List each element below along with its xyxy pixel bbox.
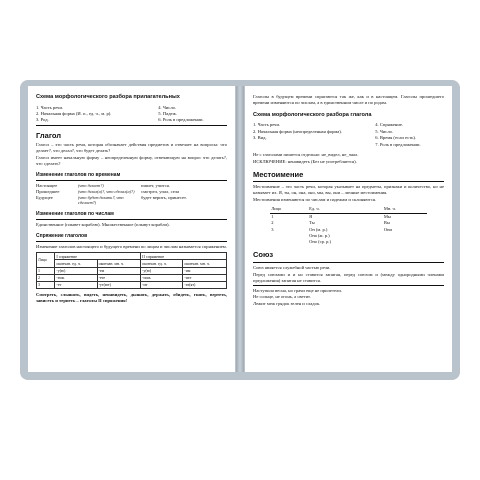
table-row: 2 -ешь -ете -ишь -ите	[37, 274, 227, 281]
conjugation-table	[36, 252, 227, 289]
scheme-item: 1. Часть речи.	[253, 122, 281, 128]
scheme-item: 5. Падеж.	[158, 111, 177, 117]
scheme-item: 1. Часть речи.	[36, 104, 64, 110]
scheme-item: 3. Вид.	[253, 135, 267, 141]
table-row: 1 Я Мы	[271, 213, 391, 219]
pronoun-table	[270, 206, 427, 245]
verb-definition: Глагол – это часть речи, которая обозначает действия предметов и отвечает на вопросы: что делает?, что делал?, что будет делать?	[36, 142, 227, 154]
table-subheader: окончан. мн. ч.	[183, 260, 227, 267]
ne-rule: Не с глаголами пишется отдельно: не_видел, не_знал.	[253, 151, 359, 157]
divider	[36, 219, 227, 220]
scheme-item: 2. Начальная форма (И. п., ед. ч., м. р).	[36, 111, 112, 117]
union-definition: Союз является служебной частью речи.	[253, 264, 331, 270]
pronoun-declension: Местоимения изменяются по числам и падежам и склоняются.	[253, 197, 377, 202]
scheme-item: 6. Время (если есть).	[375, 135, 417, 141]
future-tense-note: Глаголы в будущем времени спрягаются так же, как и в настоящем. Глаголы прошедшего времени изменяются по числам, а в единственном числе и по родам.	[253, 94, 444, 105]
tense-row: Прошедшее (что делал(а)?, что сделал(а)?) смотрел, упал, села	[36, 189, 180, 195]
table-header: Ед. ч.	[308, 206, 383, 213]
numbers-heading: Изменение глаголов по числам	[36, 210, 114, 217]
adjective-scheme	[36, 104, 227, 124]
table-header: I спряжение	[55, 253, 141, 260]
pronoun-definition: Местоимение – это часть речи, которая указывает на предметы, признаки и количество, но не называет их. Я, ты, он, она, оно, мы, вы, они – личные местоимения.	[253, 184, 444, 196]
ne-exception: ИСКЛЮЧЕНИЕ: ненавидеть (Без не употребляется).	[253, 158, 357, 164]
notebook-spine	[236, 86, 244, 372]
verb-scheme	[253, 122, 444, 148]
scheme-item: 5. Число.	[375, 128, 394, 134]
table-subheader: окончан. ед. ч.	[55, 260, 97, 267]
table-header: II спряжение	[141, 253, 227, 260]
table-row: Она (ж. р.)	[309, 232, 330, 238]
exceptions-note: Смотреть, слышать, видеть, ненавидеть, дышать, держать, обидеть, гнать, вертеть, зависеть и терпеть – глаголы II спряжения!	[36, 291, 227, 303]
divider	[253, 181, 444, 182]
tenses-heading: Изменение глаголов по временам	[36, 171, 121, 178]
divider	[36, 241, 227, 242]
left-page	[28, 86, 235, 372]
union-example: Наступила весна, но грачи еще не прилетели.	[253, 287, 342, 293]
table-row: Оно (ср. р.)	[309, 239, 331, 245]
scheme-item: 3. Род.	[36, 117, 49, 123]
verb-scheme-title: Схема морфологического разбора глагола	[253, 111, 372, 118]
divider	[253, 262, 444, 263]
divider	[36, 125, 227, 126]
pronoun-heading: Местоимение	[253, 169, 304, 179]
union-rule: Перед союзами и и но ставится запятая, перед союзом и (между однородными членами предложения) запятая не ставится.	[253, 271, 444, 283]
table-row: 3 Он (м. р.) Они	[271, 226, 392, 232]
tense-row: Будущее (что будет делать?, что сделает?) будет верить, принесет.	[36, 195, 187, 206]
verb-heading: Глагол	[36, 130, 61, 140]
table-subheader: окончан. ед. ч.	[141, 260, 183, 267]
divider	[36, 180, 227, 181]
union-example: Не солнце, не огонь, а светит.	[253, 294, 311, 300]
scheme-item: 6. Роль в предложении.	[158, 117, 204, 123]
scheme-item: 2. Начальная форма (неопределенная форма).	[253, 128, 342, 134]
table-header: Лицо	[37, 253, 55, 267]
table-header: Лицо	[270, 206, 308, 213]
scheme-item: 4. Спряжение.	[375, 122, 404, 128]
table-row: 2 Ты Вы	[271, 220, 390, 226]
right-page	[245, 86, 452, 372]
scheme-item: 7. Роль в предложении.	[375, 141, 421, 147]
adjective-scheme-title: Схема морфологического разбора прилагательных	[36, 94, 180, 100]
table-header: Мн. ч.	[383, 206, 427, 213]
table-row: 1 -у(ю) -ем -у(ю) -им	[37, 267, 227, 274]
table-row: 3 -ет -ут(ют) -ит -ат(ят)	[37, 281, 227, 288]
verb-initial-form: Глагол имеет начальную форму – неопределенную форму, отвечающую на вопрос что делать?, что сделать?	[36, 155, 227, 166]
conjugation-heading: Спряжение глаголов	[36, 233, 88, 240]
union-heading: Союз	[253, 250, 274, 260]
table-subheader: окончан. мн. ч.	[97, 260, 141, 267]
numbers-text: Единственное (плывет кораблю). Множественное (плывут корабли).	[36, 222, 170, 228]
union-example: Лежит меж грядок зелен и сладок.	[253, 301, 321, 307]
tense-row: Настоящее (что делает?) пишет, учится.	[36, 183, 170, 189]
divider	[253, 285, 444, 286]
scheme-item: 4. Число.	[158, 104, 177, 110]
conjugation-text: Изменение глаголов настоящего и будущего времени по лицам и числам называется спряжением.	[36, 244, 227, 250]
notebook	[20, 80, 460, 380]
